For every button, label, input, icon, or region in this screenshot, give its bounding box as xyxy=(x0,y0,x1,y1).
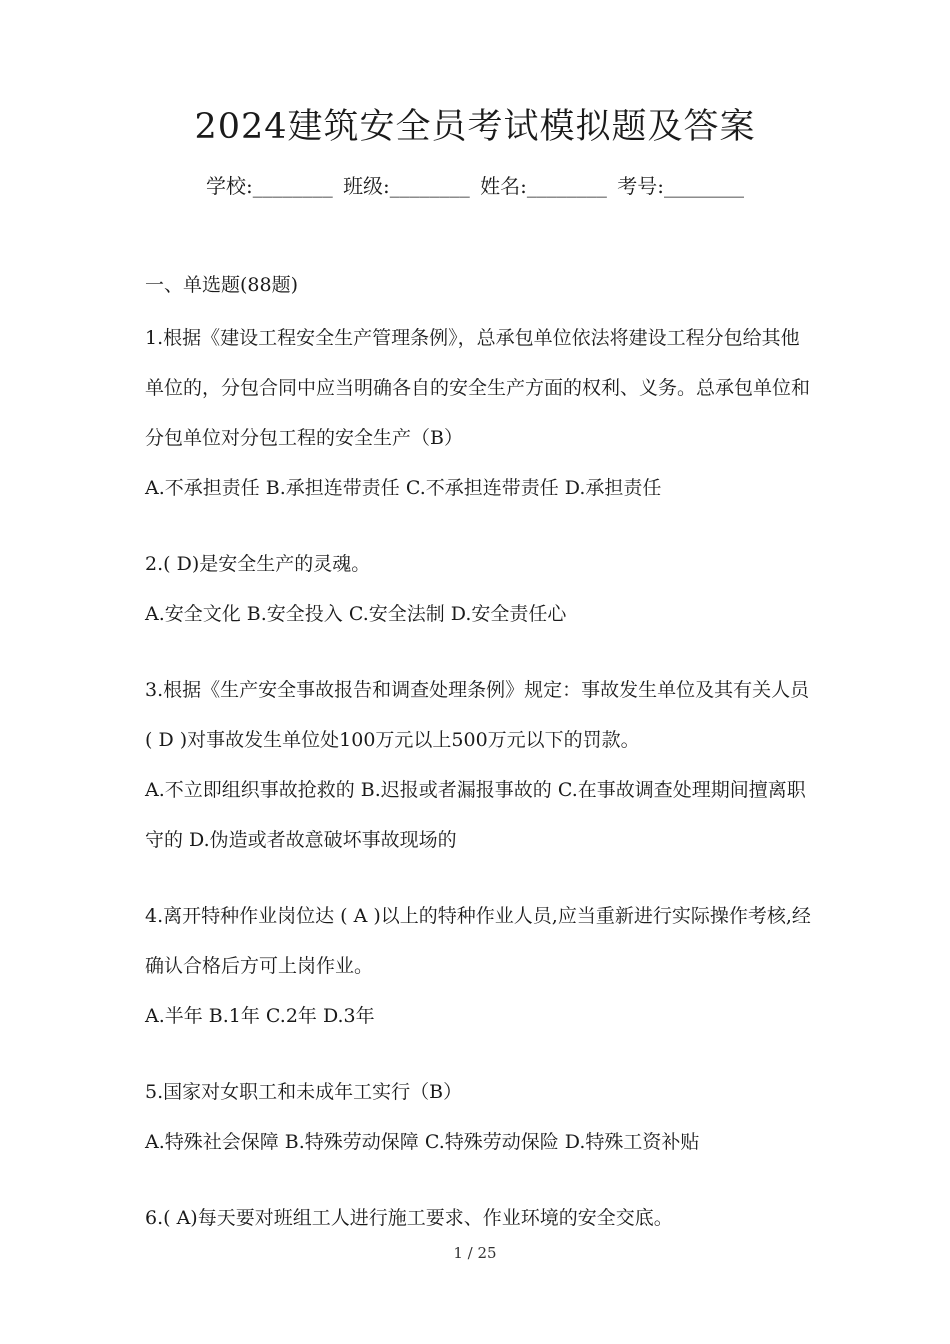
info-field-exam-number: 考号:________ xyxy=(617,174,745,198)
question-spacer xyxy=(145,639,815,665)
question-spacer xyxy=(145,1167,815,1193)
question-2 xyxy=(145,539,815,639)
question-text: 5.国家对女职工和未成年工实行（B） xyxy=(145,1081,463,1103)
question-spacer xyxy=(145,865,815,891)
document-body xyxy=(145,269,815,1243)
question-spacer xyxy=(145,513,815,539)
question-text: 6.( A)每天要对班组工人进行施工要求、作业环境的安全交底。 xyxy=(145,1207,673,1229)
info-field-school: 学校:________ xyxy=(205,174,333,198)
question-options: A.特殊社会保障 B.特殊劳动保障 C.特殊劳动保险 D.特殊工资补贴 xyxy=(145,1131,700,1153)
question-text: 1.根据《建设工程安全生产管理条例》，总承包单位依法将建设工程分包给其他单位的，分包合同中应当明确各自的安全生产方面的权利、义务。总承包单位和分包单位对分包工程的安全生产（B） xyxy=(145,327,811,449)
question-6 xyxy=(145,1193,815,1243)
document-title: 2024建筑安全员考试模拟题及答案 xyxy=(194,107,756,147)
info-field-class: 班级:________ xyxy=(343,174,470,198)
student-info-line xyxy=(0,171,950,201)
question-text: 3.根据《生产安全事故报告和调查处理条例》规定：事故发生单位及其有关人员 ( D )对事故发生单位处100万元以上500万元以下的罚款。 xyxy=(145,679,810,751)
question-3 xyxy=(145,665,815,865)
info-field-name: 姓名:________ xyxy=(480,174,607,198)
question-spacer xyxy=(145,1041,815,1067)
question-text: 2.( D)是安全生产的灵魂。 xyxy=(145,553,371,575)
question-options: A.不立即组织事故抢救的 B.迟报或者漏报事故的 C.在事故调查处理期间擅离职守的 D.伪造或者故意破坏事故现场的 xyxy=(145,779,806,851)
question-5 xyxy=(145,1067,815,1167)
page-number: 1 / 25 xyxy=(453,1244,497,1262)
section-heading: 一、单选题(88题) xyxy=(145,274,299,296)
question-1 xyxy=(145,313,815,513)
question-options: A.安全文化 B.安全投入 C.安全法制 D.安全责任心 xyxy=(145,603,567,625)
question-options: A.半年 B.1年 C.2年 D.3年 xyxy=(145,1005,375,1027)
question-options: A.不承担责任 B.承担连带责任 C.不承担连带责任 D.承担责任 xyxy=(145,477,662,499)
question-text: 4.离开特种作业岗位达 ( A )以上的特种作业人员,应当重新进行实际操作考核,经确认合格后方可上岗作业。 xyxy=(145,905,811,977)
question-4 xyxy=(145,891,815,1041)
